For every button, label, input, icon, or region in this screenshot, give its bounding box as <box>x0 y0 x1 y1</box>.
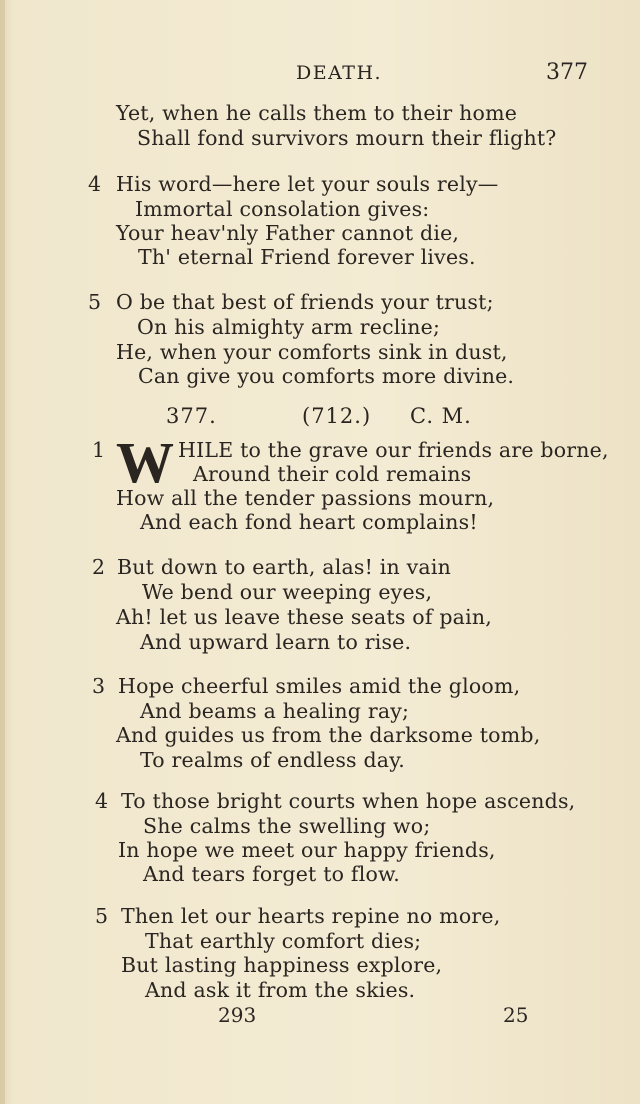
stanza-number: 5 <box>88 290 102 314</box>
stanza-number: 2 <box>92 555 106 579</box>
verse-line: She calms the swelling wo; <box>143 814 431 838</box>
stanza-number: 4 <box>88 172 102 196</box>
verse-line: And beams a healing ray; <box>140 699 410 723</box>
verse-line: HILE to the grave our friends are borne, <box>178 438 609 462</box>
verse-line: And tears forget to flow. <box>143 862 401 886</box>
verse-line: Can give you comforts more divine. <box>138 364 515 388</box>
page-edge-shadow <box>0 0 5 1104</box>
verse-line: Your heav'nly Father cannot die, <box>116 221 460 245</box>
signature-mark-left: 293 <box>218 1003 257 1027</box>
stanza-number: 3 <box>92 674 106 698</box>
stanza-number: 1 <box>92 438 106 462</box>
verse-line: Around their cold remains <box>193 462 472 486</box>
verse-line: But lasting happiness explore, <box>121 953 443 977</box>
verse-line: Ah! let us leave these seats of pain, <box>116 605 492 629</box>
meter: C. M. <box>410 404 472 428</box>
tune-reference: (712.) <box>302 404 372 428</box>
hymn-number: 377. <box>166 404 217 428</box>
verse-line: Hope cheerful smiles amid the gloom, <box>118 674 521 698</box>
verse-line: And guides us from the darksome tomb, <box>116 723 541 747</box>
verse-line: And each fond heart complains! <box>140 510 478 534</box>
verse-line: Immortal consolation gives: <box>135 197 430 221</box>
verse-line: That earthly comfort dies; <box>145 929 422 953</box>
stanza-number: 4 <box>95 789 109 813</box>
verse-line: O be that best of friends your trust; <box>116 290 494 314</box>
verse-line: Th' eternal Friend forever lives. <box>138 245 476 269</box>
verse-line: We bend our weeping eyes, <box>142 580 433 604</box>
verse-line: To those bright courts when hope ascends, <box>121 789 576 813</box>
verse-line: In hope we meet our happy friends, <box>118 838 496 862</box>
verse-line: Then let our hearts repine no more, <box>121 904 501 928</box>
page-number: 377 <box>546 60 588 85</box>
verse-line: On his almighty arm recline; <box>137 315 441 339</box>
verse-line: Yet, when he calls them to their home <box>116 101 518 125</box>
verse-line: And ask it from the skies. <box>145 978 416 1002</box>
signature-mark-right: 25 <box>503 1003 529 1027</box>
stanza-number: 5 <box>95 904 109 928</box>
drop-cap: W <box>116 430 174 495</box>
running-title: DEATH. <box>296 62 383 84</box>
verse-line: He, when your comforts sink in dust, <box>116 340 508 364</box>
verse-line: But down to earth, alas! in vain <box>117 555 451 579</box>
verse-line: His word—here let your souls rely— <box>116 172 499 196</box>
verse-line: Shall fond survivors mourn their flight? <box>137 126 557 150</box>
verse-line: And upward learn to rise. <box>140 630 412 654</box>
verse-line: How all the tender passions mourn, <box>116 486 495 510</box>
verse-line: To realms of endless day. <box>140 748 405 772</box>
